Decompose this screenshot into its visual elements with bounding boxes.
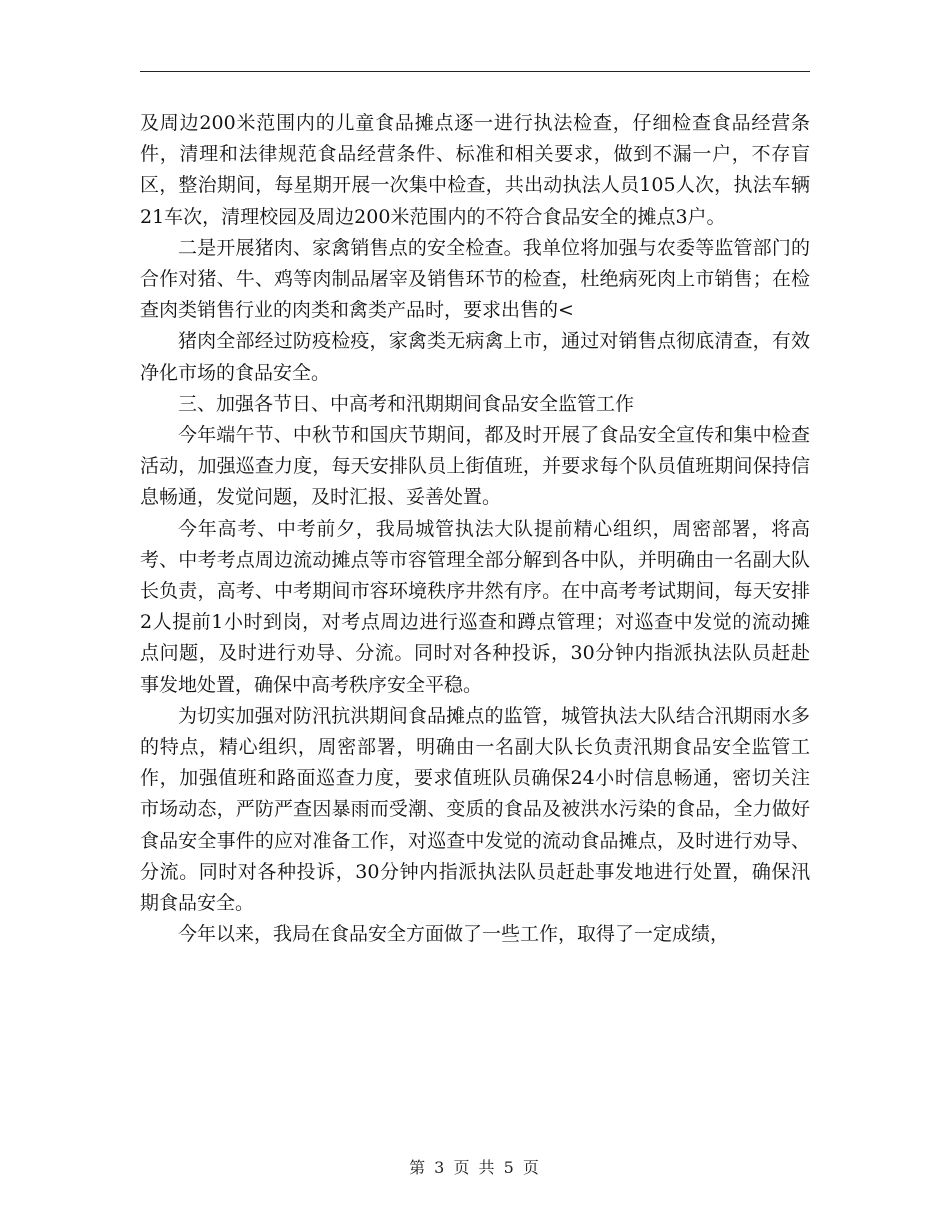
page-footer: 第 3 页 共 5 页 xyxy=(409,1158,541,1177)
paragraph-2: 二是开展猪肉、家禽销售点的安全检查。我单位将加强与农委等监管部门的合作对猪、牛、鸡等肉制品屠宰及销售环节的检查，杜绝病死肉上市销售；在检查肉类销售行业的肉类和禽类产品时，要求出售的< xyxy=(140,236,810,322)
paragraph-1: 及周边200米范围内的儿童食品摊点逐一进行执法检查，仔细检查食品经营条件，清理和法律规范食品经营条件、标准和相关要求，做到不漏一户，不存盲区，整治期间，每星期开展一次集中检查，共出动执法人员105人次，执法车辆21车次，清理校园及周边200米范围内的不符合食品安全的摊点3户。 xyxy=(140,112,810,228)
paragraph-6: 为切实加强对防汛抗洪期间食品摊点的监管，城管执法大队结合汛期雨水多的特点，精心组织，周密部署，明确由一名副大队长负责汛期食品安全监管工作，加强值班和路面巡查力度，要求值班队员确保24小时信息畅通，密切关注市场动态，严防严查因暴雨而受潮、变质的食品及被洪水污染的食品，全力做好食品安全事件的应对准备工作，对巡查中发觉的流动食品摊点，及时进行劝导、分流。同时对各种投诉，30分钟内指派执法队员赶赴事发地进行处置，确保汛期食品安全。 xyxy=(140,704,810,915)
paragraph-7: 今年以来，我局在食品安全方面做了一些工作，取得了一定成绩， xyxy=(178,923,730,946)
section-heading: 三、加强各节日、中高考和汛期期间食品安全监管工作 xyxy=(178,392,635,415)
paragraph-3: 猪肉全部经过防疫检疫，家禽类无病禽上市，通过对销售点彻底清查，有效净化市场的食品安全。 xyxy=(140,330,810,384)
document-body xyxy=(140,108,810,950)
paragraph-5: 今年高考、中考前夕，我局城管执法大队提前精心组织，周密部署，将高考、中考考点周边流动摊点等市容管理全部分解到各中队，并明确由一名副大队长负责，高考、中考期间市容环境秩序井然有序。在中高考考试期间，每天安排2人提前1小时到岗，对考点周边进行巡查和蹲点管理；对巡查中发觉的流动摊点问题，及时进行劝导、分流。同时对各种投诉，30分钟内指派执法队员赶赴事发地处置，确保中高考秩序安全平稳。 xyxy=(140,517,810,696)
paragraph-4: 今年端午节、中秋节和国庆节期间，都及时开展了食品安全宣传和集中检查活动，加强巡查力度，每天安排队员上街值班，并要求每个队员值班期间保持信息畅通，发觉问题，及时汇报、妥善处置。 xyxy=(140,424,810,509)
header-rule xyxy=(140,71,810,72)
